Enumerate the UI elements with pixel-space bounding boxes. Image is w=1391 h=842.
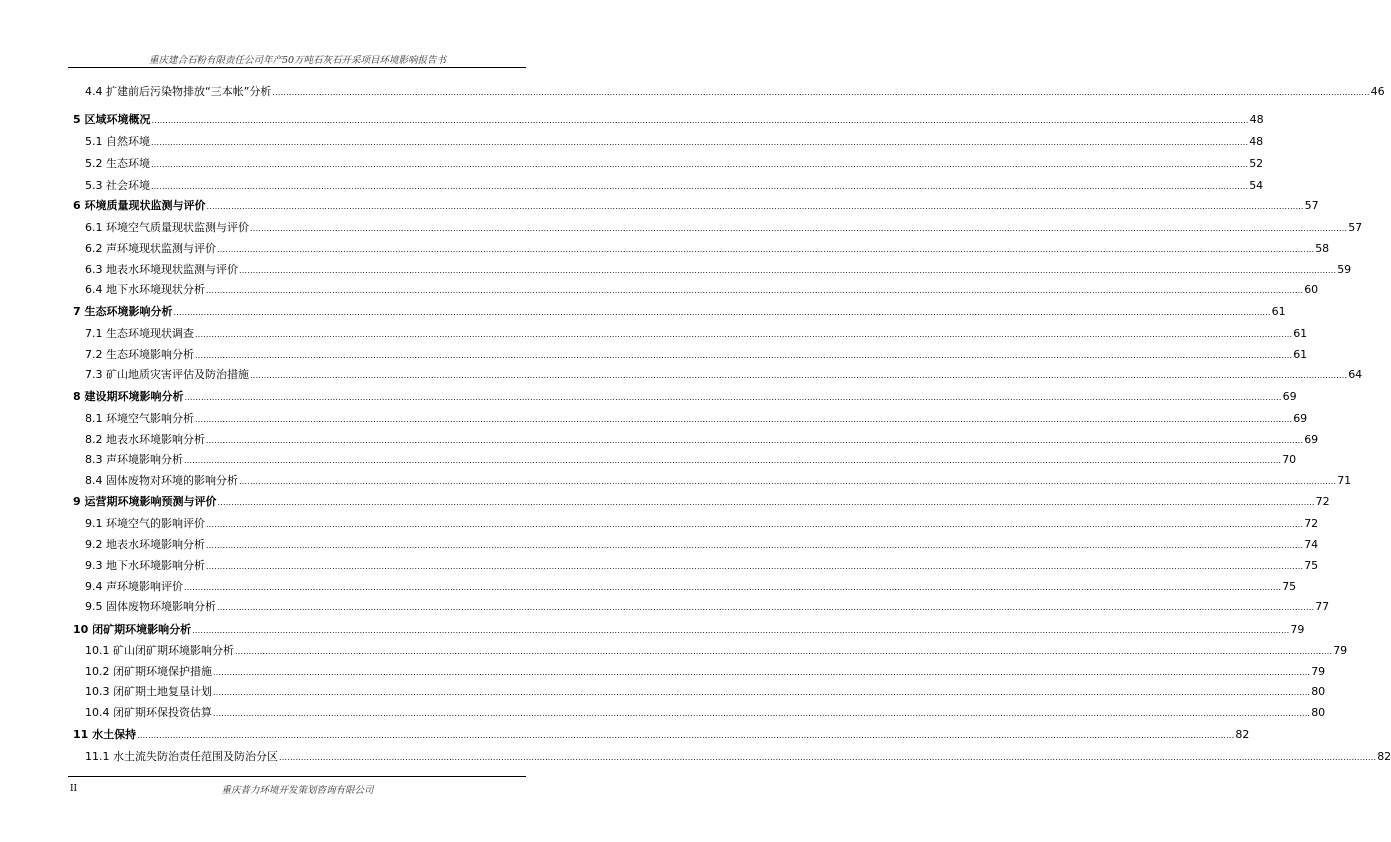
toc-entry-page: 59: [1337, 263, 1352, 276]
toc-section-entry[interactable]: [85, 575, 1297, 593]
toc-leader-dots: ................................................................................................................................................................................................................................................................................................................................................................................................................: [272, 88, 1370, 97]
toc-leader-dots: ................................................................................................................................................................................................................................................................................................................................................................................................................: [239, 266, 1337, 275]
toc-leader-dots: ................................................................................................................................................................................................................................................................................................................................................................................................................: [250, 371, 1348, 380]
toc-entry-page: 48: [1249, 113, 1264, 126]
toc-entry-page: 54: [1249, 179, 1264, 192]
toc-leader-dots: ................................................................................................................................................................................................................................................................................................................................................................................................................: [184, 393, 1282, 402]
toc-entry-label: 9.2 地表水环境影响分析: [85, 538, 205, 551]
toc-entry-page: 82: [1377, 750, 1391, 763]
toc-entry-label: 7.2 生态环境影响分析: [85, 348, 194, 361]
toc-entry-page: 79: [1290, 623, 1305, 636]
toc-entry-label: 7.1 生态环境现状调查: [85, 327, 194, 340]
toc-entry-label: 7 生态环境影响分析: [73, 305, 173, 318]
header-rule: [68, 67, 526, 68]
toc-section-entry[interactable]: [85, 680, 1326, 698]
toc-section-entry[interactable]: [85, 745, 1391, 763]
toc-entry-label: 5 区域环境概况: [73, 113, 151, 126]
toc-leader-dots: ................................................................................................................................................................................................................................................................................................................................................................................................................: [206, 286, 1304, 295]
toc-entry-label: 8 建设期环境影响分析: [73, 390, 184, 403]
toc-section-entry[interactable]: [85, 343, 1308, 361]
toc-leader-dots: ................................................................................................................................................................................................................................................................................................................................................................................................................: [195, 351, 1293, 360]
toc-entry-page: 64: [1348, 368, 1363, 381]
toc-leader-dots: ................................................................................................................................................................................................................................................................................................................................................................................................................: [206, 562, 1304, 571]
toc-leader-dots: ................................................................................................................................................................................................................................................................................................................................................................................................................: [173, 308, 1271, 317]
toc-entry-page: 61: [1293, 327, 1308, 340]
toc-entry-label: 8.4 固体废物对环境的影响分析: [85, 474, 238, 487]
toc-leader-dots: ................................................................................................................................................................................................................................................................................................................................................................................................................: [206, 520, 1304, 529]
toc-entry-page: 58: [1315, 242, 1330, 255]
toc-leader-dots: ................................................................................................................................................................................................................................................................................................................................................................................................................: [217, 498, 1315, 507]
toc-leader-dots: ................................................................................................................................................................................................................................................................................................................................................................................................................: [213, 688, 1311, 697]
toc-entry-label: 5.1 自然环境: [85, 135, 150, 148]
toc-leader-dots: ................................................................................................................................................................................................................................................................................................................................................................................................................: [195, 330, 1293, 339]
toc-leader-dots: ................................................................................................................................................................................................................................................................................................................................................................................................................: [213, 709, 1311, 718]
toc-entry-label: 5.2 生态环境: [85, 157, 150, 170]
toc-section-entry[interactable]: [85, 701, 1326, 719]
toc-entry-label: 9.3 地下水环境影响分析: [85, 559, 205, 572]
toc-section-entry[interactable]: [85, 533, 1319, 551]
toc-chapter-entry[interactable]: [73, 490, 1330, 508]
toc-chapter-entry[interactable]: [73, 108, 1264, 126]
toc-entry-label: 9.5 固体废物环境影响分析: [85, 600, 216, 613]
toc-leader-dots: ................................................................................................................................................................................................................................................................................................................................................................................................................: [151, 116, 1249, 125]
toc-chapter-entry[interactable]: [73, 385, 1297, 403]
toc-entry-page: 48: [1249, 135, 1264, 148]
toc-section-entry[interactable]: [85, 80, 1385, 98]
toc-entry-label: 8.3 声环境影响分析: [85, 453, 183, 466]
toc-entry-label: 9.1 环境空气的影响评价: [85, 517, 205, 530]
toc-leader-dots: ................................................................................................................................................................................................................................................................................................................................................................................................................: [206, 202, 1304, 211]
toc-entry-label: 9.4 声环境影响评价: [85, 580, 183, 593]
page-header: 重庆建合石粉有限责任公司年产50万吨石灰石开采项目环境影响报告书: [148, 55, 447, 66]
toc-entry-page: 80: [1311, 706, 1326, 719]
toc-entry-page: 80: [1311, 685, 1326, 698]
toc-leader-dots: ................................................................................................................................................................................................................................................................................................................................................................................................................: [192, 626, 1290, 635]
toc-leader-dots: ................................................................................................................................................................................................................................................................................................................................................................................................................: [137, 731, 1235, 740]
toc-entry-label: 8.1 环境空气影响分析: [85, 412, 194, 425]
toc-entry-page: 52: [1249, 157, 1264, 170]
toc-leader-dots: ................................................................................................................................................................................................................................................................................................................................................................................................................: [279, 753, 1377, 762]
toc-section-entry[interactable]: [85, 639, 1348, 657]
toc-entry-label: 6.4 地下水环境现状分析: [85, 283, 205, 296]
footer-company: 重庆普力环境开发策划咨询有限公司: [221, 785, 374, 796]
toc-entry-page: 70: [1282, 453, 1297, 466]
toc-leader-dots: ................................................................................................................................................................................................................................................................................................................................................................................................................: [151, 160, 1249, 169]
toc-entry-page: 74: [1304, 538, 1319, 551]
toc-entry-page: 77: [1315, 600, 1330, 613]
toc-section-entry[interactable]: [85, 554, 1319, 572]
toc-entry-label: 11 水土保持: [73, 728, 137, 741]
toc-entry-label: 10.3 闭矿期土地复垦计划: [85, 685, 212, 698]
toc-leader-dots: ................................................................................................................................................................................................................................................................................................................................................................................................................: [235, 647, 1333, 656]
toc-chapter-entry[interactable]: [73, 618, 1305, 636]
toc-leader-dots: ................................................................................................................................................................................................................................................................................................................................................................................................................: [250, 224, 1348, 233]
toc-entry-label: 6.1 环境空气质量现状监测与评价: [85, 221, 249, 234]
toc-entry-page: 75: [1282, 580, 1297, 593]
toc-section-entry[interactable]: [85, 216, 1363, 234]
toc-entry-label: 10 闭矿期环境影响分析: [73, 623, 192, 636]
toc-leader-dots: ................................................................................................................................................................................................................................................................................................................................................................................................................: [217, 245, 1315, 254]
toc-section-entry[interactable]: [85, 595, 1330, 613]
toc-entry-page: 61: [1293, 348, 1308, 361]
toc-leader-dots: ................................................................................................................................................................................................................................................................................................................................................................................................................: [151, 138, 1249, 147]
toc-entry-page: 46: [1370, 85, 1385, 98]
toc-chapter-entry[interactable]: [73, 194, 1319, 212]
toc-leader-dots: ................................................................................................................................................................................................................................................................................................................................................................................................................: [184, 583, 1282, 592]
toc-section-entry[interactable]: [85, 130, 1264, 148]
toc-section-entry[interactable]: [85, 512, 1319, 530]
toc-entry-label: 6.3 地表水环境现状监测与评价: [85, 263, 238, 276]
toc-entry-page: 72: [1315, 495, 1330, 508]
toc-entry-page: 57: [1348, 221, 1363, 234]
toc-entry-page: 75: [1304, 559, 1319, 572]
toc-leader-dots: ................................................................................................................................................................................................................................................................................................................................................................................................................: [217, 603, 1315, 612]
toc-chapter-entry[interactable]: [73, 723, 1250, 741]
toc-entry-page: 79: [1311, 665, 1326, 678]
toc-entry-label: 11.1 水土流失防治责任范围及防治分区: [85, 750, 278, 763]
toc-section-entry[interactable]: [85, 258, 1352, 276]
toc-entry-page: 71: [1337, 474, 1352, 487]
toc-section-entry[interactable]: [85, 363, 1363, 381]
toc-section-entry[interactable]: [85, 322, 1308, 340]
toc-entry-label: 7.3 矿山地质灾害评估及防治措施: [85, 368, 249, 381]
toc-entry-label: 8.2 地表水环境影响分析: [85, 433, 205, 446]
toc-leader-dots: ................................................................................................................................................................................................................................................................................................................................................................................................................: [206, 436, 1304, 445]
toc-section-entry[interactable]: [85, 448, 1297, 466]
toc-entry-page: 69: [1282, 390, 1297, 403]
toc-entry-page: 79: [1333, 644, 1348, 657]
toc-section-entry[interactable]: [85, 174, 1264, 192]
toc-leader-dots: ................................................................................................................................................................................................................................................................................................................................................................................................................: [195, 415, 1293, 424]
toc-leader-dots: ................................................................................................................................................................................................................................................................................................................................................................................................................: [213, 668, 1311, 677]
toc-entry-label: 10.4 闭矿期环保投资估算: [85, 706, 212, 719]
toc-section-entry[interactable]: [85, 428, 1319, 446]
toc-leader-dots: ................................................................................................................................................................................................................................................................................................................................................................................................................: [184, 456, 1282, 465]
footer-rule: [68, 776, 526, 777]
toc-section-entry[interactable]: [85, 237, 1330, 255]
toc-entry-label: 9 运营期环境影响预测与评价: [73, 495, 217, 508]
toc-entry-page: 69: [1304, 433, 1319, 446]
toc-entry-page: 69: [1293, 412, 1308, 425]
toc-entry-label: 10.1 矿山闭矿期环境影响分析: [85, 644, 234, 657]
toc-section-entry[interactable]: [85, 407, 1308, 425]
toc-entry-page: 57: [1304, 199, 1319, 212]
toc-chapter-entry[interactable]: [73, 300, 1286, 318]
footer-page-number: II: [70, 784, 78, 794]
toc-leader-dots: ................................................................................................................................................................................................................................................................................................................................................................................................................: [151, 182, 1249, 191]
toc-entry-page: 60: [1304, 283, 1319, 296]
toc-section-entry[interactable]: [85, 278, 1319, 296]
toc-entry-page: 61: [1271, 305, 1286, 318]
toc-entry-label: 5.3 社会环境: [85, 179, 150, 192]
toc-entry-label: 6.2 声环境现状监测与评价: [85, 242, 216, 255]
toc-leader-dots: ................................................................................................................................................................................................................................................................................................................................................................................................................: [239, 477, 1337, 486]
toc-entry-page: 82: [1235, 728, 1250, 741]
toc-entry-label: 10.2 闭矿期环境保护措施: [85, 665, 212, 678]
toc-section-entry[interactable]: [85, 660, 1326, 678]
toc-section-entry[interactable]: [85, 152, 1264, 170]
toc-entry-label: 6 环境质量现状监测与评价: [73, 199, 206, 212]
toc-entry-label: 4.4 扩建前后污染物排放“三本帐”分析: [85, 85, 272, 98]
toc-section-entry[interactable]: [85, 469, 1352, 487]
toc-leader-dots: ................................................................................................................................................................................................................................................................................................................................................................................................................: [206, 541, 1304, 550]
toc-entry-page: 72: [1304, 517, 1319, 530]
